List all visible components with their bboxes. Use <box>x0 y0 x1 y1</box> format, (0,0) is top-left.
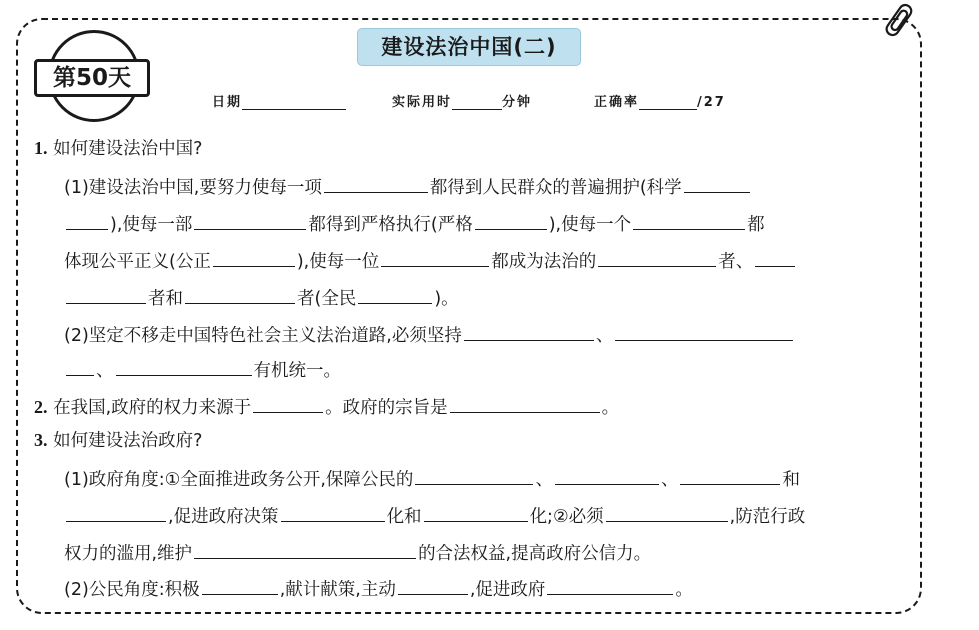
answer-blank[interactable] <box>633 210 745 230</box>
q1-p1-t5: 都 <box>747 215 765 235</box>
q3-p2-t2: ,促进政府 <box>469 580 546 600</box>
time-blank[interactable] <box>452 95 502 110</box>
q2-text3: 。 <box>601 398 620 418</box>
q1-p2-tail: 有机统一。 <box>253 361 341 381</box>
page-title: 建设法治中国(二) <box>357 28 581 66</box>
q3-p2-t1: ,献计献策,主动 <box>279 580 396 600</box>
answer-blank[interactable] <box>66 284 146 304</box>
answer-blank[interactable] <box>598 247 716 267</box>
answer-blank[interactable] <box>194 539 416 559</box>
answer-blank[interactable] <box>358 284 432 304</box>
answer-blank[interactable] <box>464 321 594 341</box>
q3-p2-line <box>64 575 693 602</box>
q3-p1-t3: 化;②必须 <box>529 507 604 527</box>
q1-p1-t11: 者(全民 <box>297 289 357 309</box>
q1-p1-t10: 者和 <box>148 289 183 309</box>
answer-blank[interactable] <box>415 465 533 485</box>
answer-blank[interactable] <box>202 575 278 595</box>
date-label: 日期 <box>212 95 243 110</box>
q1-p1-t3: 都得到严格执行(严格 <box>308 215 473 235</box>
q3-p2-prefix: (2)公民角度:积极 <box>64 580 200 600</box>
date-field <box>212 91 346 110</box>
q1-p1-t1: 都得到人民群众的普遍拥护(科学 <box>429 178 682 198</box>
time-label: 实际用时 <box>392 95 453 110</box>
q1-p1-t2: ),使每一部 <box>110 215 193 235</box>
q1-p1-line4 <box>64 284 459 311</box>
answer-blank[interactable] <box>185 284 295 304</box>
answer-blank[interactable] <box>66 356 94 376</box>
q3-p1-line2 <box>64 502 805 529</box>
q1-heading <box>34 136 202 161</box>
paperclip-icon <box>880 2 920 42</box>
q1-p1-line1 <box>64 173 752 200</box>
answer-blank[interactable] <box>755 247 795 267</box>
q1-p1-t6: 体现公平正义(公正 <box>64 252 211 272</box>
q3-p1-t2: 化和 <box>386 507 422 527</box>
answer-blank[interactable] <box>253 393 323 413</box>
accuracy-total: /27 <box>697 95 726 110</box>
accuracy-blank[interactable] <box>639 95 697 110</box>
q1-p2-sep1: 、 <box>595 326 614 346</box>
q1-p1-line2 <box>64 210 765 237</box>
q3-p1-sep2: 、 <box>660 470 679 490</box>
q2-text2: 。政府的宗旨是 <box>325 398 448 418</box>
answer-blank[interactable] <box>615 321 793 341</box>
q1-p2-prefix: (2)坚定不移走中国特色社会主义法治道路,必须坚持 <box>64 326 462 346</box>
q3-p1-prefix: (1)政府角度:①全面推进政务公开,保障公民的 <box>64 470 414 490</box>
q3-p1-t5: 权力的滥用,维护 <box>64 544 193 564</box>
q1-question: 如何建设法治中国? <box>53 139 203 159</box>
answer-blank[interactable] <box>213 247 295 267</box>
day-badge-label: 第50天 <box>34 59 150 97</box>
answer-blank[interactable] <box>381 247 489 267</box>
q1-number: 1. <box>34 138 48 158</box>
answer-blank[interactable] <box>547 575 673 595</box>
answer-blank[interactable] <box>194 210 306 230</box>
q1-p2-sep2: 、 <box>96 361 114 381</box>
q3-p1-line3 <box>64 539 651 566</box>
q1-p1-t7: ),使每一位 <box>296 252 380 272</box>
answer-blank[interactable] <box>324 173 428 193</box>
time-unit: 分钟 <box>502 95 533 110</box>
q1-p2-line1 <box>64 321 795 348</box>
day-badge <box>34 30 162 120</box>
q3-number: 3. <box>34 430 48 450</box>
q3-heading <box>34 428 202 453</box>
q1-p1-t12: )。 <box>434 289 459 309</box>
q2-number: 2. <box>34 397 48 417</box>
q3-p1-t1: ,促进政府决策 <box>168 507 279 527</box>
time-field <box>392 91 532 110</box>
q2-text1: 在我国,政府的权力来源于 <box>53 398 252 418</box>
answer-blank[interactable] <box>281 502 385 522</box>
q3-p2-t3: 。 <box>675 580 693 600</box>
q3-p1-t6: 的合法权益,提高政府公信力。 <box>418 544 652 564</box>
answer-blank[interactable] <box>684 173 750 193</box>
q1-p1-t9: 者、 <box>718 252 754 272</box>
answer-blank[interactable] <box>450 393 600 413</box>
accuracy-label: 正确率 <box>594 95 640 110</box>
q3-p1-line1 <box>64 465 800 492</box>
q3-p1-t4: ,防范行政 <box>729 507 806 527</box>
answer-blank[interactable] <box>555 465 659 485</box>
q1-p1-t8: 都成为法治的 <box>491 252 597 272</box>
q3-p1-and: 和 <box>782 470 800 490</box>
answer-blank[interactable] <box>606 502 728 522</box>
accuracy-field <box>594 91 726 110</box>
answer-blank[interactable] <box>424 502 528 522</box>
date-blank[interactable] <box>242 95 346 110</box>
answer-blank[interactable] <box>116 356 252 376</box>
q3-p1-sep1: 、 <box>535 470 553 490</box>
answer-blank[interactable] <box>475 210 547 230</box>
q3-question: 如何建设法治政府? <box>53 431 203 451</box>
q1-p2-line2 <box>64 356 341 383</box>
answer-blank[interactable] <box>680 465 780 485</box>
answer-blank[interactable] <box>66 210 108 230</box>
q2-line <box>34 393 619 420</box>
q1-p1-prefix: (1)建设法治中国,要努力使每一项 <box>64 178 322 198</box>
q1-p1-t4: ),使每一个 <box>548 215 632 235</box>
answer-blank[interactable] <box>398 575 468 595</box>
answer-blank[interactable] <box>66 502 166 522</box>
q1-p1-line3 <box>64 247 797 274</box>
